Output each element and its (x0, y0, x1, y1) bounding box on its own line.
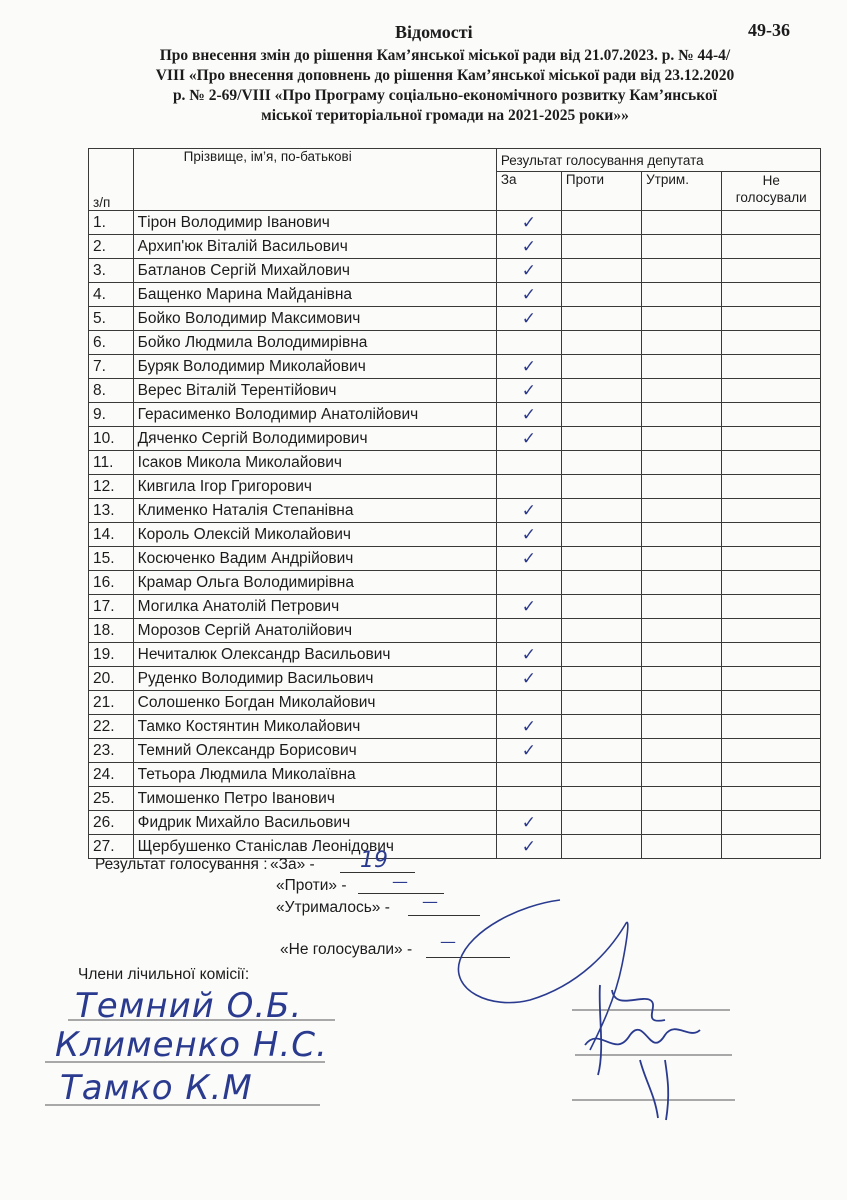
deputy-name: Щербушенко Станіслав Леонідович (133, 835, 496, 859)
heading-line: Про внесення змін до рішення Кам’янської міської ради від 21.07.2023. р. № 44-4/ (159, 47, 731, 64)
deputy-name: Крамар Ольга Володимирівна (133, 571, 496, 595)
secretary-signature (572, 985, 735, 1120)
row-number: 6. (89, 331, 134, 355)
row-number: 19. (89, 643, 134, 667)
deputy-name: Буряк Володимир Миколайович (133, 355, 496, 379)
deputy-name: Батланов Сергій Михайлович (133, 259, 496, 283)
row-number: 4. (89, 283, 134, 307)
result-against-label: «Проти» - (276, 877, 347, 894)
row-number: 1. (89, 211, 134, 235)
row-number: 21. (89, 691, 134, 715)
deputy-name: Тимошенко Петро Іванович (133, 787, 496, 811)
vote-for-cell: ✓ (496, 595, 561, 619)
vote-for-cell: ✓ (496, 643, 561, 667)
deputy-name: Бойко Людмила Володимирівна (133, 331, 496, 355)
deputy-name: Бащенко Марина Майданівна (133, 283, 496, 307)
deputy-name: Темний Олександр Борисович (133, 739, 496, 763)
commission-label: Члени лічильної комісії: (78, 966, 250, 983)
deputy-name: Герасименко Володимир Анатолійович (133, 403, 496, 427)
vote-for-cell: ✓ (496, 355, 561, 379)
vote-for-cell: ✓ (496, 715, 561, 739)
row-number: 10. (89, 427, 134, 451)
vote-for-cell: ✓ (496, 835, 561, 859)
result-for-value: 19 (360, 848, 388, 873)
result-abstained-value: — (422, 892, 438, 911)
row-number: 20. (89, 667, 134, 691)
column-header-not-voted-line2: голосували (735, 190, 807, 205)
row-number: 14. (89, 523, 134, 547)
deputy-name: Косюченко Вадим Андрійович (133, 547, 496, 571)
results-label: Результат голосування : (95, 856, 268, 873)
chair-signature-loop (458, 900, 627, 1050)
column-header-number: з/п (89, 149, 134, 211)
deputy-name: Тамко Костянтин Миколайович (133, 715, 496, 739)
deputy-name: Морозов Сергій Анатолійович (133, 619, 496, 643)
row-number: 17. (89, 595, 134, 619)
deputy-name: Бойко Володимир Максимович (133, 307, 496, 331)
vote-for-cell: ✓ (496, 235, 561, 259)
deputy-name: Фидрик Михайло Васильович (133, 811, 496, 835)
deputy-name: Архип'юк Віталій Васильович (133, 235, 496, 259)
row-number: 26. (89, 811, 134, 835)
row-number: 7. (89, 355, 134, 379)
deputy-name: Король Олексій Миколайович (133, 523, 496, 547)
result-against-value: — (392, 872, 408, 891)
result-abstained-label: «Утрималось» - (276, 899, 390, 916)
commission-signature-3: Тамко К.М (60, 1068, 253, 1108)
deputy-name: Могилка Анатолій Петрович (133, 595, 496, 619)
column-header-vote-result: Результат голосування депутата (496, 149, 820, 172)
row-number: 25. (89, 787, 134, 811)
row-number: 11. (89, 451, 134, 475)
deputy-name: Дяченко Сергій Володимирович (133, 427, 496, 451)
column-header-against: Проти (561, 172, 641, 211)
heading-line: міської територіальної громади на 2021-2025 роки»» (261, 107, 629, 124)
commission-signature-1: Темний О.Б. (75, 986, 303, 1026)
vote-for-cell: ✓ (496, 811, 561, 835)
document-number: 49-36 (748, 20, 790, 40)
heading-line: р. № 2-69/VIII «Про Програму соціально-економічного розвитку Кам’янської (172, 87, 718, 104)
row-number: 13. (89, 499, 134, 523)
result-not-voted-value: — (440, 932, 456, 951)
vote-for-cell: ✓ (496, 739, 561, 763)
column-header-abstained: Утрим. (642, 172, 722, 211)
column-header-for: За (496, 172, 561, 211)
row-number: 15. (89, 547, 134, 571)
result-not-voted-label: «Не голосували» - (280, 941, 413, 958)
row-number: 22. (89, 715, 134, 739)
column-header-not-voted-line1: Не (762, 173, 780, 188)
vote-for-cell: ✓ (496, 427, 561, 451)
row-number: 2. (89, 235, 134, 259)
row-number: 18. (89, 619, 134, 643)
vote-for-cell: ✓ (496, 403, 561, 427)
deputy-name: Кивгила Ігор Григорович (133, 475, 496, 499)
column-header-name: Прізвище, ім’я, по-батькові (133, 149, 496, 211)
deputy-name: Нечиталюк Олександр Васильович (133, 643, 496, 667)
row-number: 5. (89, 307, 134, 331)
vote-for-cell: ✓ (496, 547, 561, 571)
document-title: Відомості (395, 22, 473, 42)
row-number: 9. (89, 403, 134, 427)
row-number: 16. (89, 571, 134, 595)
row-number: 8. (89, 379, 134, 403)
result-for-label: «За» - (270, 856, 315, 873)
row-number: 24. (89, 763, 134, 787)
vote-for-cell: ✓ (496, 211, 561, 235)
deputy-name: Руденко Володимир Васильович (133, 667, 496, 691)
deputy-name: Верес Віталій Терентійович (133, 379, 496, 403)
vote-for-cell: ✓ (496, 667, 561, 691)
vote-for-cell: ✓ (496, 523, 561, 547)
row-number: 12. (89, 475, 134, 499)
deputy-name: Ісаков Микола Миколайович (133, 451, 496, 475)
commission-signature-2: Клименко Н.С. (55, 1025, 328, 1065)
deputy-name: Солошенко Богдан Миколайович (133, 691, 496, 715)
vote-for-cell: ✓ (496, 379, 561, 403)
row-number: 23. (89, 739, 134, 763)
row-number: 3. (89, 259, 134, 283)
deputy-name: Клименко Наталія Степанівна (133, 499, 496, 523)
vote-for-cell: ✓ (496, 499, 561, 523)
deputy-name: Тетьора Людмила Миколаївна (133, 763, 496, 787)
deputy-name: Тірон Володимир Іванович (133, 211, 496, 235)
heading-line: VIII «Про внесення доповнень до рішення Кам’янської міської ради від 23.12.2020 (155, 67, 735, 84)
vote-for-cell: ✓ (496, 283, 561, 307)
row-number: 27. (89, 835, 134, 859)
vote-for-cell: ✓ (496, 259, 561, 283)
vote-for-cell: ✓ (496, 307, 561, 331)
